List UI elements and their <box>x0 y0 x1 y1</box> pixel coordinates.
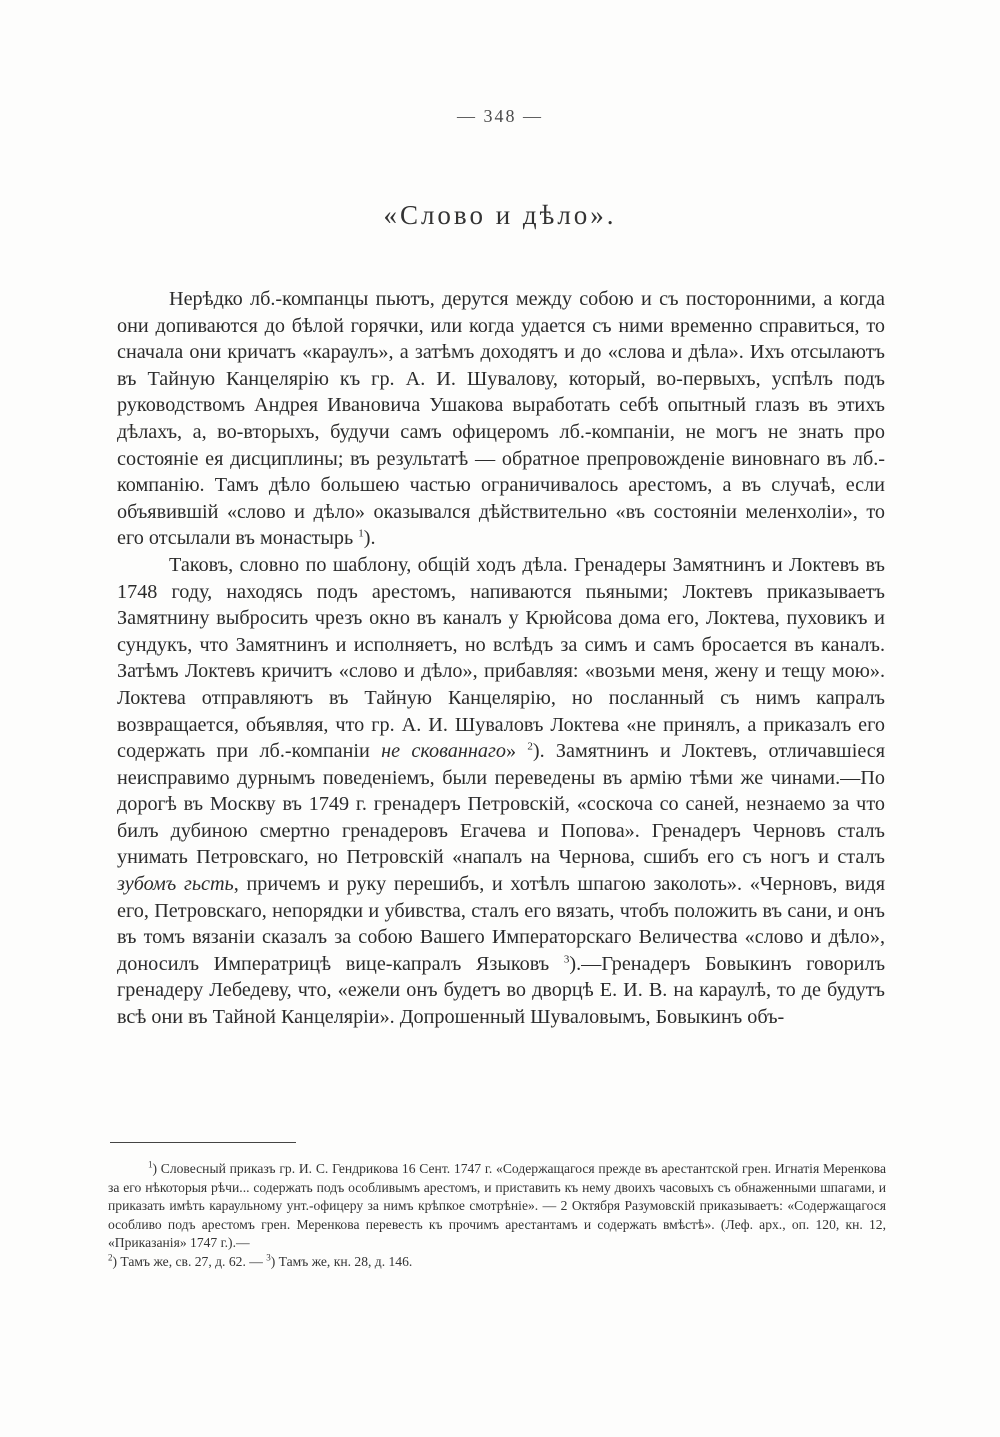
footnote-1 <box>108 1160 886 1272</box>
italic-phrase-1: не скованнаго <box>381 740 506 763</box>
paragraph-2-seg5: ).—Гренадеръ Бовыкинъ говорилъ гренадеру Лебедеву, что, «ежели онъ будетъ во дворцѣ Е. И. В. на караулѣ, то де будутъ всѣ они въ Тайной Канцеляріи». Допрошенный Шуваловымъ, Бовыкинъ объ- <box>117 952 886 1029</box>
footnote-2-text: ) Тамъ же, св. 27, д. 62. — <box>112 1253 267 1269</box>
footnote-2-marker: 2 <box>108 1252 113 1263</box>
body-text <box>117 286 885 1031</box>
paragraph-2-seg3: ). Замятнинъ и Локтевъ, отличавшіеся неисправимо дурнымъ поведеніемъ, были переведены въ армію тѣми же чинами.—По дорогѣ въ Москву въ 1749 г. гренадеръ Петровскій, «соскоча со саней, незнаемо за что билъ дубиною смертно гренадеровъ Егачева и Попова». Гренадеръ Черновъ сталъ унимать Петровскаго, но Петровскій «напалъ на Чернова, сшибъ его съ ногъ и сталъ <box>117 740 886 869</box>
footnote-3-text: ) Тамъ же, кн. 28, д. 146. <box>270 1253 413 1269</box>
chapter-title: «Слово и дѣло». <box>383 200 617 230</box>
footnote-divider <box>110 1142 296 1143</box>
footnotes <box>108 1160 886 1272</box>
paragraph-1 <box>117 286 885 552</box>
paragraph-2-seg4: , причемъ и руку перешибъ, и хотѣлъ шпагою заколоть». «Черновъ, видя его, Петровскаго, непорядки и убивства, сталъ его вязать, чтобъ положить въ сани, и онъ въ томъ вязаніи сказалъ за собою Вашего Императорскаго Величества «слово и дѣло», доносилъ Императрицѣ вице-капралъ Языковъ <box>117 873 885 975</box>
footnote-1-marker: 1 <box>148 1159 153 1170</box>
paragraph-1-tail: ). <box>363 527 376 550</box>
italic-phrase-2: зубомъ гьсть <box>117 873 234 896</box>
footnote-1-text: ) Словесный приказъ гр. И. С. Гендрикова 16 Сент. 1747 г. «Содержащагося прежде въ арестантской грен. Игнатія Меренкова за его нѣкоторыя рѣчи... содержать подъ особливымъ арестомъ, и приставить къ нему двоихъ часовыхъ съ обнаженными шпагами, и приказать имѣть караульному унт.-офицеру за нимъ крѣпкое смотрѣніе». — 2 Октября Разумовскій приказываетъ: «Содержащагося особливо подъ арестомъ грен. Меренкова перевесть къ прочимъ арестантамъ и содержать вмѣстѣ». (Леф. арх., оп. 120, кн. 12, «Приказанія» 1747 г.).— <box>108 1161 886 1251</box>
paragraph-2 <box>117 552 885 1031</box>
footnote-3-marker: 3 <box>266 1252 271 1263</box>
footnote-ref-3: 3 <box>563 953 570 966</box>
paragraph-2-seg1: Таковъ, словно по шаблону, общій ходъ дѣла. Гренадеры Замятнинъ и Локтевъ въ 1748 году, находясь подъ арестомъ, напиваются пьяными; Локтевъ приказываетъ Замятнину выбросить чрезъ окно въ каналъ у Крюйсова дома его, Локтева, пуховикъ и сундукъ, что Замятнинъ и исполняетъ, но вслѣдъ за симъ и самъ бросается въ каналъ. Затѣмъ Локтевъ кричитъ «слово и дѣло», прибавляя: «возьми меня, жену и тещу мою». Локтева отправляютъ въ Тайную Канцелярію, но посланный съ нимъ капралъ возвращается, объявляя, что гр. А. И. Шуваловъ Локтева «не принялъ, а приказалъ его содержать при лб.-компаніи <box>117 553 885 763</box>
page-number: — 348 — <box>457 106 543 126</box>
footnote-ref-2: 2 <box>527 740 533 753</box>
paragraph-2-seg2: » <box>505 740 517 763</box>
footnote-ref-1: 1 <box>358 527 364 540</box>
paragraph-1-text: Нерѣдко лб.-компанцы пьютъ, дерутся между собою и съ посторонними, а когда они допиваются до бѣлой горячки, или когда удается съ ними временно справиться, то сначала они кричатъ «караулъ», а затѣмъ доходятъ и до «слова и дѣла». Ихъ отсылаютъ въ Тайную Канцелярію къ гр. А. И. Шувалову, который, во-первыхъ, успѣлъ подъ руководствомъ Андрея Ивановича Ушакова выработать себѣ опытный глазъ въ этихъ дѣлахъ, а, во-вторыхъ, будучи самъ офицеромъ лб.-компаніи, не могъ не знать про состояніе ея дисциплины; въ результатѣ — обратное препровожденіе виновнаго въ лб.-компанію. Тамъ дѣло большею частью ограничивалось арестомъ, а въ случаѣ, если объявившій «слово и дѣло» оказывался дѣйствительно «въ состояніи меленхоліи», то его отсылали въ монастырь <box>117 288 885 550</box>
